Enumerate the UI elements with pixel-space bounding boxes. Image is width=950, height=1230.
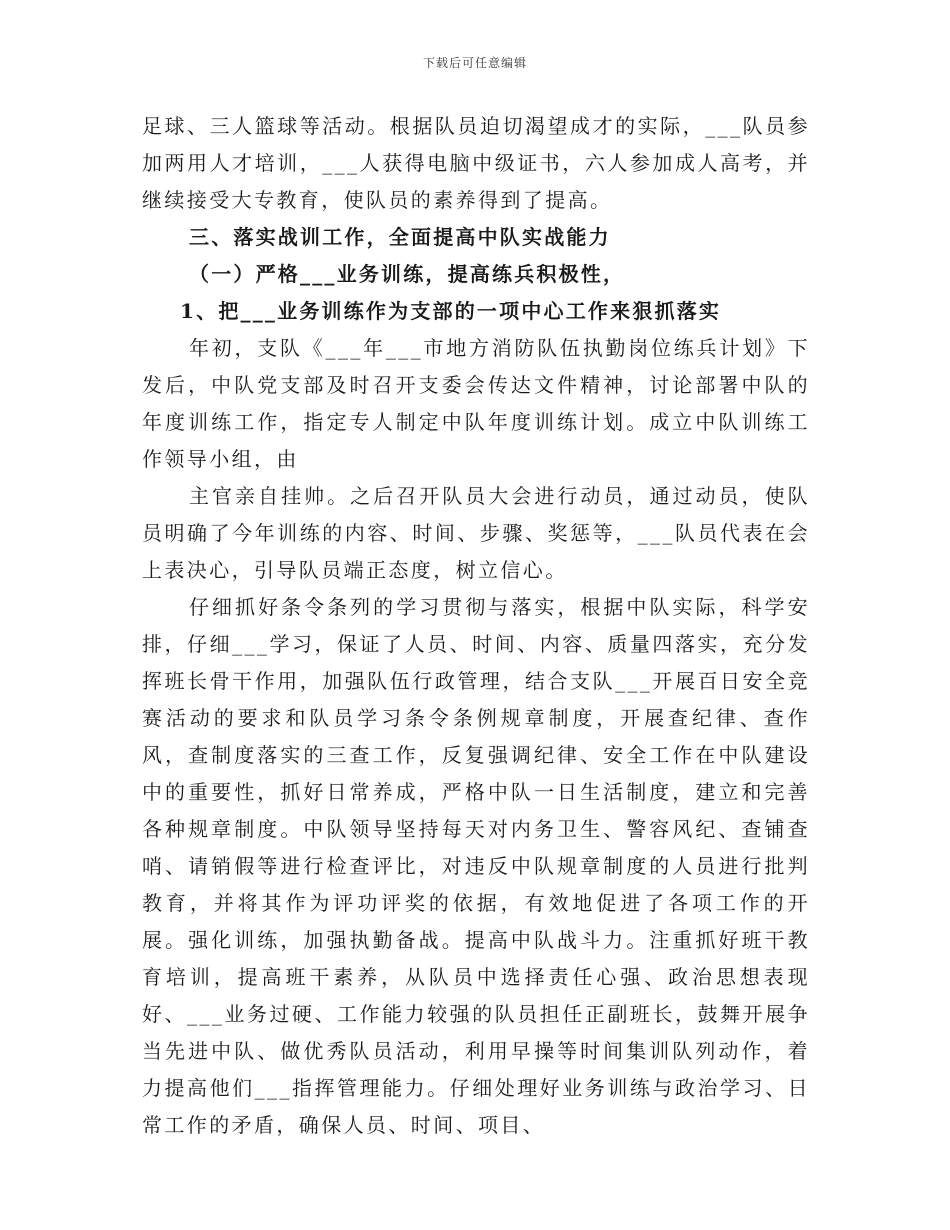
item-heading: 1、把___业务训练作为支部的一项中心工作来狠抓落实 bbox=[180, 299, 722, 323]
section-heading: 三、落实战训工作，全面提高中队实战能力 bbox=[189, 225, 611, 249]
paragraph-regulations: 仔细抓好条令条列的学习贯彻与落实，根据中队实际，科学安排，仔细___学习，保证了人员、时间、内容、质量四落实，充分发挥班长骨干作用，加强队伍行政管理，结合支队___开展百日安全竞赛活动的要求和队员学习条令条例规章制度，开展查纪律、查作风，查制度落实的三查工作，反复强调纪律、安全工作在中队建设中的重要性，抓好日常养成，严格中队一日生活制度，建立和完善各种规章制度。中队领导坚持每天对内务卫生、警容风纪、查铺查哨、请销假等进行检查评比，对违反中队规章制度的人员进行批判教育，并将其作为评功评奖的依据，有效地促进了各项工作的开展。强化训练，加强执勤备战。提高中队战斗力。注重抓好班干教育培训，提高班干素养，从队员中选择责任心强、政治思想表现好、___业务过硬、工作能力较强的队员担任正副班长，鼓舞开展争当先进中队、做优秀队员活动，利用早操等时间集训队列动作，着力提高他们___指挥管理能力。仔细处理好业务训练与政治学习、日常工作的矛盾，确保人员、时间、项目、 bbox=[142, 595, 810, 1137]
paragraph-activities: 足球、三人篮球等活动。根据队员迫切渴望成才的实际，___队员参加两用人才培训，___人获得电脑中级证书，六人参加成人高考，并继续接受大专教育，使队员的素养得到了提高。 bbox=[142, 114, 810, 212]
subsection-heading: （一）严格___业务训练，提高练兵积极性， bbox=[189, 262, 626, 286]
page-header: 下载后可任意编辑 bbox=[422, 56, 527, 70]
paragraph-annual-plan: 年初，支队《___年___市地方消防队伍执勤岗位练兵计划》下发后，中队党支部及时召开支委会传达文件精神，讨论部署中队的年度训练工作，指定专人制定中队年度训练计划。成立中队训练工作领导小组，由 bbox=[142, 336, 810, 471]
document-body bbox=[142, 108, 810, 1144]
paragraph-mobilization: 主官亲自挂帅。之后召开队员大会进行动员，通过动员，使队员明确了今年训练的内容、时间、步骤、奖惩等，___队员代表在会上表决心，引导队员端正态度，树立信心。 bbox=[142, 484, 810, 582]
